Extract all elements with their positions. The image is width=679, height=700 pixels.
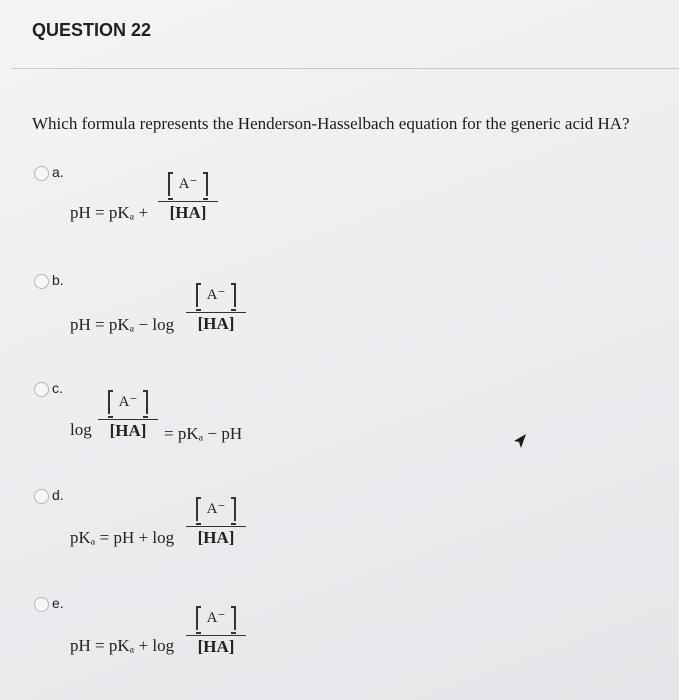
option-c-rhs: = pKₐ − pH xyxy=(164,424,243,443)
radio-a[interactable] xyxy=(34,166,49,181)
option-a-numerator: A⁻ xyxy=(178,176,198,192)
option-b-lhs: pH = pKₐ − log xyxy=(70,315,175,334)
option-d-lhs: pKₐ = pH + log xyxy=(70,528,175,547)
option-d-numerator: A⁻ xyxy=(206,501,226,517)
fraction-bar xyxy=(98,419,158,420)
radio-e[interactable] xyxy=(34,597,49,612)
option-e-lhs: pH = pKₐ + log xyxy=(70,636,175,655)
option-c-lhs: log xyxy=(70,420,92,439)
option-e-denominator: [HA] xyxy=(197,637,235,656)
fraction-bar xyxy=(158,201,218,202)
option-b-letter: b. xyxy=(52,272,64,288)
question-title: QUESTION 22 xyxy=(32,20,152,40)
option-b-denominator: [HA] xyxy=(197,314,235,333)
option-a-letter: a. xyxy=(52,164,64,180)
option-d-letter: d. xyxy=(52,487,64,503)
fraction-bar xyxy=(186,635,246,636)
option-c-numerator: A⁻ xyxy=(118,394,138,410)
option-c-denominator: [HA] xyxy=(109,421,147,440)
option-a-lhs: pH = pKₐ + xyxy=(70,203,149,222)
mouse-pointer-icon xyxy=(512,432,528,450)
fraction-bar xyxy=(186,312,246,313)
option-a-denominator: [HA] xyxy=(169,203,207,222)
option-b-numerator: A⁻ xyxy=(206,287,226,303)
question-header xyxy=(12,0,679,69)
radio-c[interactable] xyxy=(34,382,49,397)
radio-d[interactable] xyxy=(34,489,49,504)
question-text: Which formula represents the Henderson-Hasselbach equation for the generic acid HA? xyxy=(32,114,630,133)
option-d-denominator: [HA] xyxy=(197,528,235,547)
fraction-bar xyxy=(186,526,246,527)
option-e-letter: e. xyxy=(52,595,64,611)
option-e-numerator: A⁻ xyxy=(206,610,226,626)
radio-b[interactable] xyxy=(34,274,49,289)
option-c-letter: c. xyxy=(52,380,63,396)
